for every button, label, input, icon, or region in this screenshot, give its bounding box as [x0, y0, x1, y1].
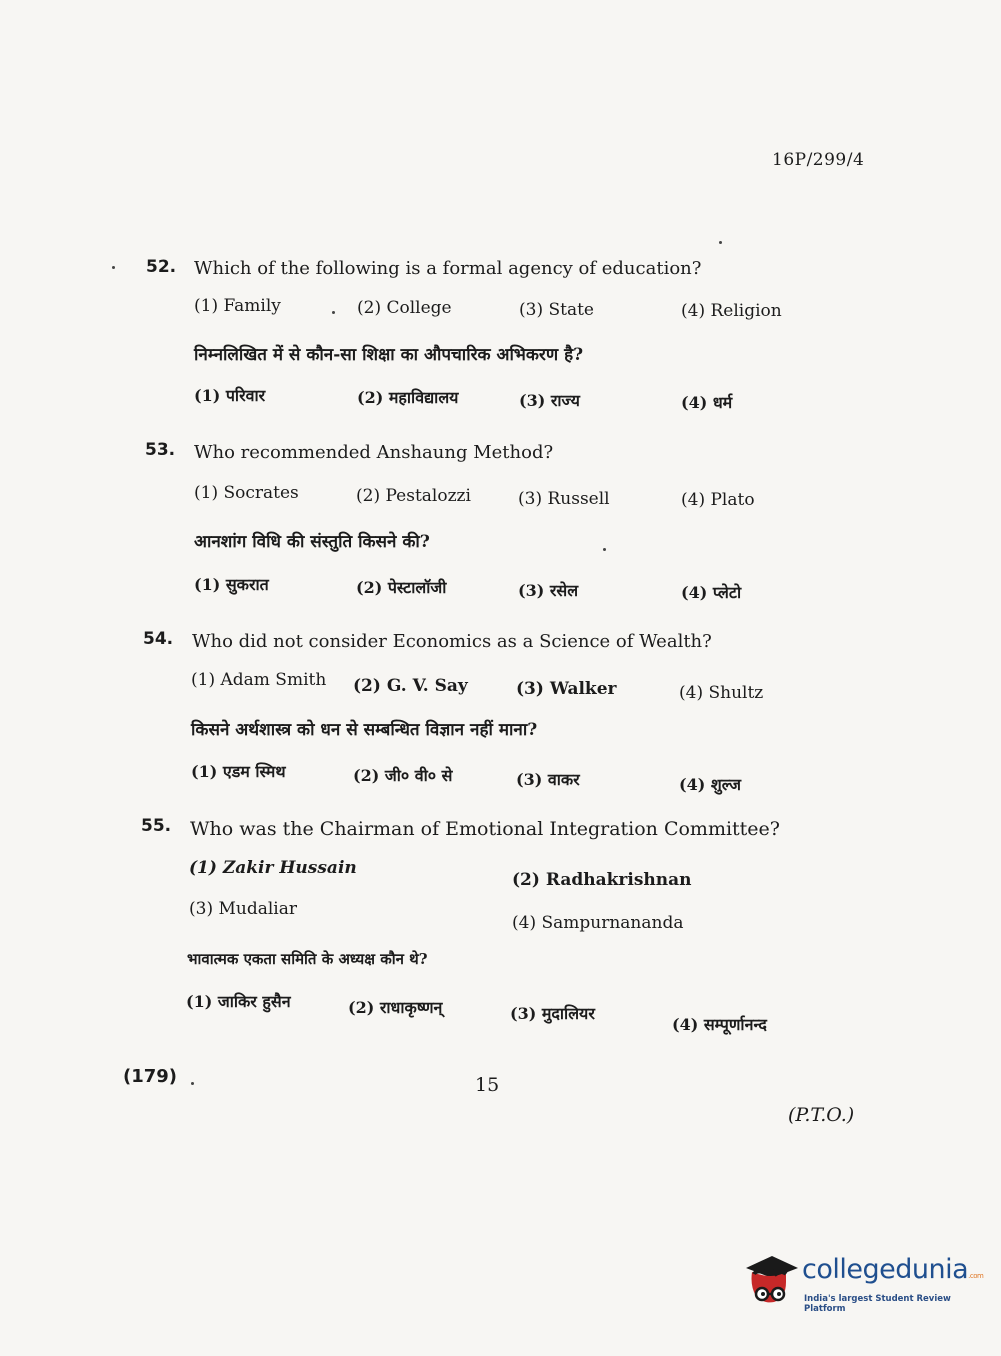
option-en-1: (1) Adam Smith	[191, 670, 327, 690]
option-hi-3: (3) रसेल	[518, 581, 579, 600]
question-number: 54.	[143, 629, 174, 649]
question-number: 52.	[146, 257, 177, 277]
option-en-2: (2) College	[357, 298, 452, 318]
option-hi-1: (1) परिवार	[194, 386, 266, 405]
option-en-1: (1) Family	[194, 296, 281, 316]
option-hi-4: (4) धर्म	[681, 393, 733, 412]
brand-text: collegedunia	[802, 1254, 969, 1285]
option-hi-2: (2) राधाकृष्णन्	[348, 998, 443, 1017]
option-hi-4: (4) प्लेटो	[681, 583, 742, 602]
option-en-3: (3) State	[519, 300, 594, 320]
brand-suffix: .com	[968, 1272, 984, 1280]
option-en-3: (3) Russell	[518, 489, 610, 509]
option-hi-2: (2) पेस्टालॉजी	[356, 578, 447, 597]
option-hi-2: (2) महाविद्यालय	[357, 388, 459, 407]
option-hi-3: (3) वाकर	[516, 770, 580, 789]
option-en-4: (4) Sampurnananda	[512, 913, 684, 933]
option-en-3: (3) Walker	[516, 679, 617, 699]
question-text-en: Who recommended Anshaung Method?	[194, 442, 554, 463]
question-text-hi: भावात्मक एकता समिति के अध्यक्ष कौन थे?	[187, 950, 428, 968]
option-en-4: (4) Shultz	[679, 683, 764, 703]
option-hi-4: (4) सम्पूर्णानन्द	[672, 1015, 767, 1034]
option-hi-3: (3) राज्य	[519, 391, 580, 410]
question-text-en: Which of the following is a formal agency of education?	[194, 258, 702, 279]
question-number: 53.	[145, 440, 176, 460]
scan-speck	[603, 548, 606, 551]
question-text-en: Who did not consider Economics as a Science of Wealth?	[192, 631, 712, 652]
option-en-2: (2) Pestalozzi	[356, 486, 471, 506]
option-en-4: (4) Plato	[681, 490, 755, 510]
paper-code: 16P/299/4	[772, 150, 865, 170]
footer-code: (179)	[123, 1066, 178, 1087]
question-text-en: Who was the Chairman of Emotional Integration Committee?	[190, 818, 780, 840]
mascot-grad-cap-icon	[742, 1252, 800, 1314]
scan-speck	[719, 241, 722, 244]
collegedunia-watermark	[742, 1252, 984, 1314]
brand-name	[802, 1254, 983, 1285]
question-text-hi: आनशांग विधि की संस्तुति किसने की?	[194, 532, 430, 552]
question-text-hi: किसने अर्थशास्त्र को धन से सम्बन्धित विज्ञान नहीं माना?	[191, 720, 538, 740]
option-hi-1: (1) सुकरात	[194, 575, 269, 594]
option-hi-4: (4) शुल्ज	[679, 775, 741, 794]
option-en-3: (3) Mudaliar	[189, 899, 297, 919]
option-en-1: (1) Socrates	[194, 483, 299, 503]
page-number: 15	[475, 1074, 500, 1096]
option-en-2: (2) Radhakrishnan	[512, 870, 692, 890]
option-hi-1: (1) एडम स्मिथ	[191, 762, 286, 781]
pto-label: (P.T.O.)	[788, 1104, 855, 1126]
option-en-2: (2) G. V. Say	[353, 676, 468, 696]
option-hi-1: (1) जाकिर हुसैन	[186, 992, 291, 1011]
scan-speck	[112, 266, 115, 269]
option-hi-3: (3) मुदालियर	[510, 1004, 595, 1023]
brand-tagline: India's largest Student Review Platform	[804, 1294, 951, 1314]
option-en-4: (4) Religion	[681, 301, 782, 321]
option-hi-2: (2) जी० वी० से	[353, 766, 453, 785]
question-text-hi: निम्नलिखित में से कौन-सा शिक्षा का औपचारिक अभिकरण है?	[194, 345, 584, 365]
scan-speck	[191, 1082, 194, 1085]
question-number: 55.	[141, 816, 172, 836]
scan-speck	[332, 311, 335, 314]
option-en-1: (1) Zakir Hussain	[189, 858, 357, 878]
